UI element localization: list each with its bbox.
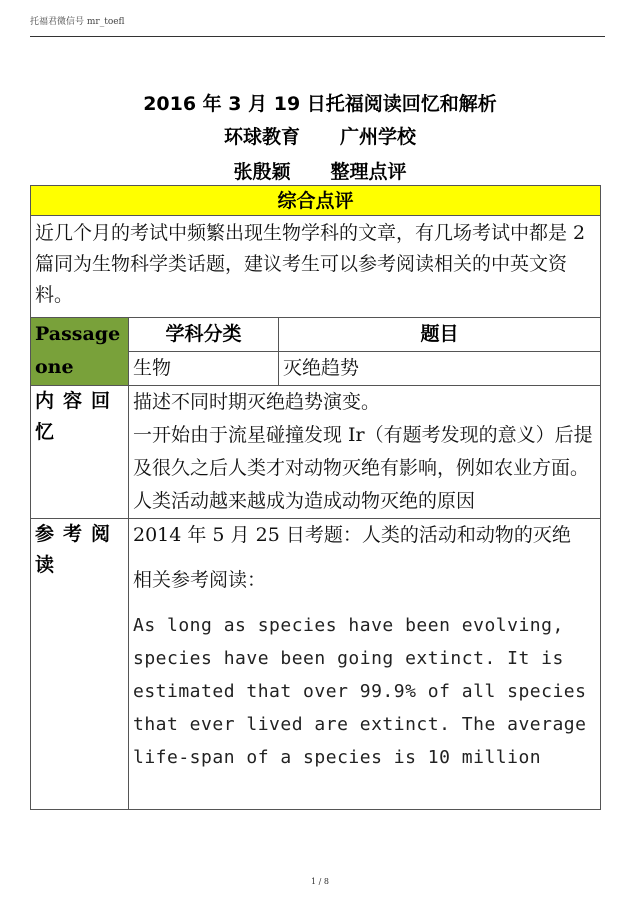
passage-label: Passage one — [31, 318, 129, 386]
reference-related: 相关参考阅读： — [133, 569, 267, 591]
school-name: 广州学校 — [340, 126, 417, 148]
author-name: 张殷颖 — [233, 161, 291, 183]
subject-value: 生物 — [129, 352, 279, 386]
recall-line-1: 描述不同时期灭绝趋势演变。 — [133, 391, 381, 413]
reference-exam: 2014 年 5 月 25 日考题：人类的活动和动物的灭绝 — [133, 524, 571, 546]
author-line — [0, 157, 640, 184]
organization-line — [0, 122, 640, 149]
summary-heading: 综合点评 — [31, 186, 601, 216]
org-name: 环球教育 — [223, 126, 300, 148]
topic-header: 题目 — [279, 318, 601, 352]
subject-header: 学科分类 — [129, 318, 279, 352]
reading-table — [30, 185, 601, 810]
topic-value: 灭绝趋势 — [279, 352, 601, 386]
recall-label: 内容回忆 — [31, 386, 129, 519]
recall-content — [129, 386, 601, 519]
wechat-note: 托福君微信号 mr_toefl — [30, 17, 125, 27]
document-title: 2016 年 3 月 19 日托福阅读回忆和解析 — [143, 93, 497, 115]
reference-english: As long as species have been evolving, species have been going extinct. It is estimated that over 99.9% of all species that ever lived are extinct. The average life-span of a species is 10 million — [133, 615, 587, 768]
header-divider — [30, 36, 605, 37]
author-role: 整理点评 — [330, 161, 407, 183]
reference-label: 参考阅读 — [31, 519, 129, 810]
reference-content — [129, 519, 601, 810]
page-number: 1 / 8 — [311, 877, 329, 886]
recall-line-2: 一开始由于流星碰撞发现 Ir（有题考发现的意义）后提及很久之后人类才对动物灭绝有影响，例如农业方面。人类活动越来越成为造成动物灭绝的原因 — [133, 424, 593, 512]
summary-text: 近几个月的考试中频繁出现生物学科的文章，有几场考试中都是 2 篇同为生物科学类话题，建议考生可以参考阅读相关的中英文资料。 — [31, 216, 601, 318]
